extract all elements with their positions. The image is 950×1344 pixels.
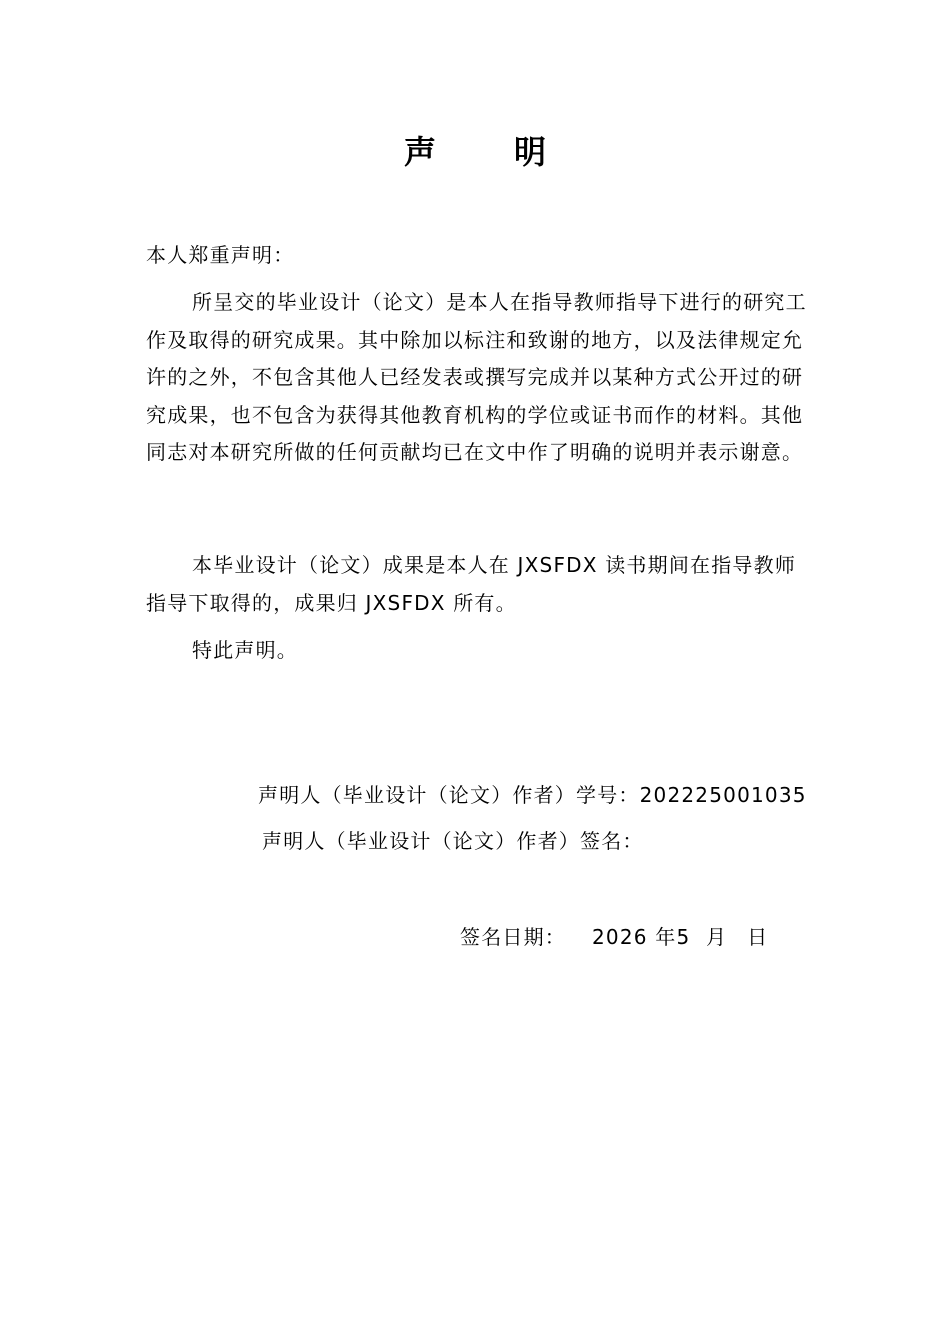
date-year: 2026 [592, 925, 648, 949]
signature-date [460, 922, 768, 952]
date-day-unit: 日 [747, 925, 769, 949]
lead-text: 本人郑重声明： [146, 243, 295, 267]
page-title [0, 130, 950, 174]
student-id-value: 202225001035 [639, 783, 807, 807]
date-label: 签名日期： [460, 925, 566, 949]
signature-name-label: 声明人（毕业设计（论文）作者）签名： [262, 829, 644, 853]
date-month-unit: 月 [705, 925, 728, 949]
date-year-unit: 年 [655, 925, 677, 949]
paragraph-originality: 所呈交的毕业设计（论文）是本人在指导教师指导下进行的研究工作及取得的研究成果。其中除加以标注和致谢的地方，以及法律规定允许的之外，不包含其他人已经发表或撰写完成并以某种方式公开过的研究成果，也不包含为获得其他教育机构的学位或证书而作的材料。其他同志对本研究所做的任何贡献均已在文中作了明确的说明并表示谢意。 [146, 290, 807, 464]
student-id-label: 声明人（毕业设计（论文）作者）学号： [258, 783, 640, 807]
date-month: 5 [676, 925, 691, 949]
title-char-2: 明 [514, 133, 547, 171]
signature-name [262, 826, 644, 856]
title-char-1: 声 [403, 133, 436, 171]
paragraph-closing: 特此声明。 [192, 638, 298, 662]
signature-student-id [258, 780, 807, 810]
paragraph-ownership: 本毕业设计（论文）成果是本人在 JXSFDX 读书期间在指导教师指导下取得的，成果归 JXSFDX 所有。 [146, 553, 797, 615]
